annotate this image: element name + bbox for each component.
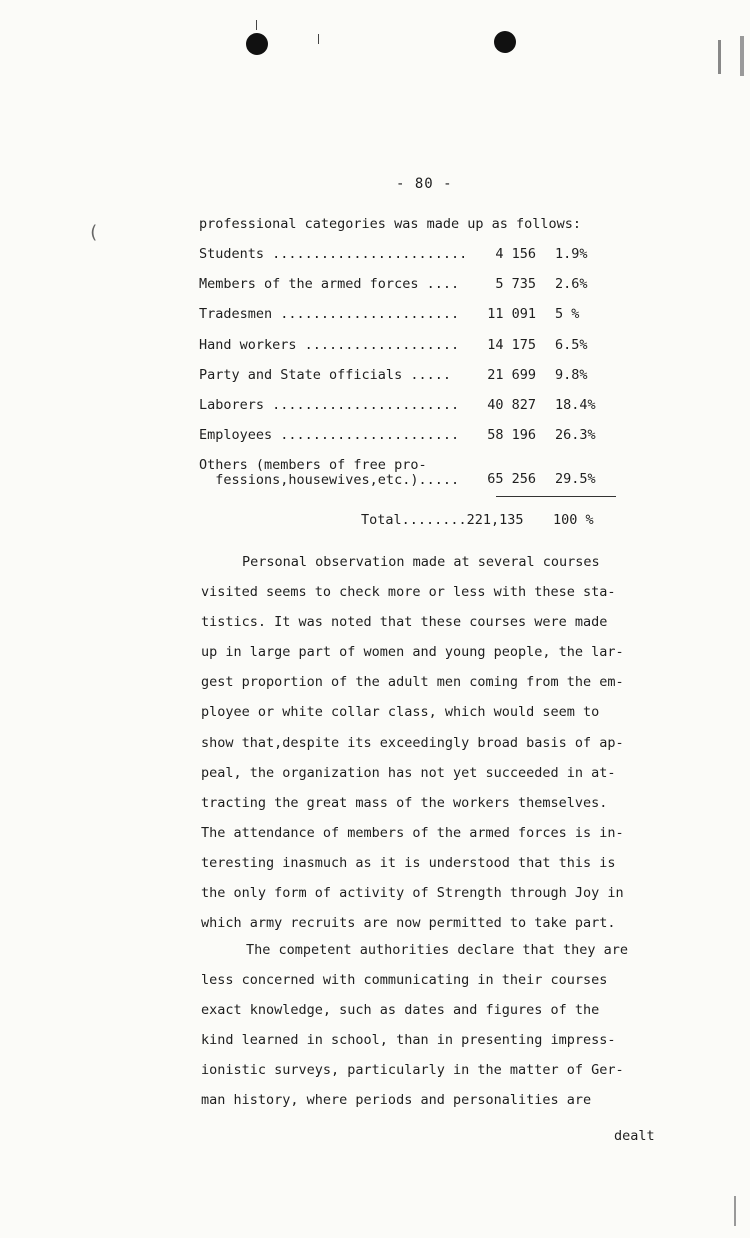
stat-label: Laborers ....................... [199,397,460,413]
total-percent: 100 % [553,512,594,528]
stat-label: Others (members of free pro- [199,457,427,473]
text-line: which army recruits are now permitted to take part. [201,915,616,932]
text-line: tracting the great mass of the workers themselves. [201,794,608,811]
text-line: The competent authorities declare that they are [246,942,629,958]
stat-row-armed-forces [199,276,619,294]
stat-percent: 6.5% [555,337,588,353]
stat-label: Tradesmen ...................... [199,306,460,322]
page-number: - 80 - [396,176,453,192]
total-row [361,512,594,528]
stat-row-tradesmen [199,306,619,324]
stat-count: 5 735 [495,276,536,292]
text-line: tistics. It was noted that these courses were made [201,614,608,631]
stat-label: Party and State officials ..... [199,367,451,383]
stat-row-employees [199,427,619,445]
catchword: dealt [614,1128,655,1144]
paragraph-authorities [201,935,671,1116]
text-line: up in large part of women and young people, the lar- [201,644,624,661]
text-line: teresting inasmuch as it is understood that this is [201,854,616,871]
text-line: the only form of activity of Strength through Joy in [201,885,624,902]
stat-row-others [199,458,619,492]
stat-percent: 18.4% [555,397,596,413]
text-line: Personal observation made at several courses [242,554,600,570]
total-rule [496,496,616,497]
stat-row-hand-workers [199,337,619,355]
text-line: ionistic surveys, particularly in the matter of Ger- [201,1062,624,1079]
text-line: peal, the organization has not yet succeeded in at- [201,764,616,781]
text-line: show that,despite its exceedingly broad basis of ap- [201,734,624,751]
stat-count: 14 175 [487,337,536,353]
stat-row-students [199,246,619,264]
stat-label: fessions,housewives,etc.)..... [199,472,460,488]
intro-line: professional categories was made up as follows: [199,216,582,232]
scan-edge-mark [740,36,744,76]
stat-percent: 2.6% [555,276,588,292]
text-line: kind learned in school, than in presenting impress- [201,1032,616,1049]
stat-count: 40 827 [487,397,536,413]
stat-label: Students ........................ [199,246,468,262]
stat-count: 21 699 [487,367,536,383]
stat-count: 4 156 [495,246,536,262]
text-line: visited seems to check more or less with these sta- [201,584,616,601]
stat-label: Members of the armed forces .... [199,276,460,292]
text-line: gest proportion of the adult men coming from the em- [201,674,624,691]
paragraph-observation [201,547,671,938]
stat-percent: 5 % [555,306,580,322]
stat-percent: 9.8% [555,367,588,383]
stat-count: 65 256 [487,471,536,487]
punch-hole-left [246,33,268,55]
text-line: less concerned with communicating in their courses [201,972,608,989]
scan-speck [318,34,319,44]
stat-count: 11 091 [487,306,536,322]
punch-hole-right [494,31,516,53]
stat-label: Hand workers ................... [199,337,460,353]
scan-edge-mark [718,40,721,74]
scan-speck [256,20,257,30]
stat-percent: 26.3% [555,427,596,443]
scan-edge-mark [734,1196,736,1226]
text-line: ployee or white collar class, which would seem to [201,704,600,721]
stat-percent: 29.5% [555,471,596,487]
text-line: The attendance of members of the armed forces is in- [201,824,624,841]
stat-percent: 1.9% [555,246,588,262]
text-line: man history, where periods and personalities are [201,1092,592,1109]
margin-mark: ( [88,222,99,243]
stat-count: 58 196 [487,427,536,443]
stat-label: Employees ...................... [199,427,460,443]
stat-row-laborers [199,397,619,415]
text-line: exact knowledge, such as dates and figures of the [201,1002,600,1019]
total-label: Total........221,135 [361,512,524,528]
stat-row-officials [199,367,619,385]
